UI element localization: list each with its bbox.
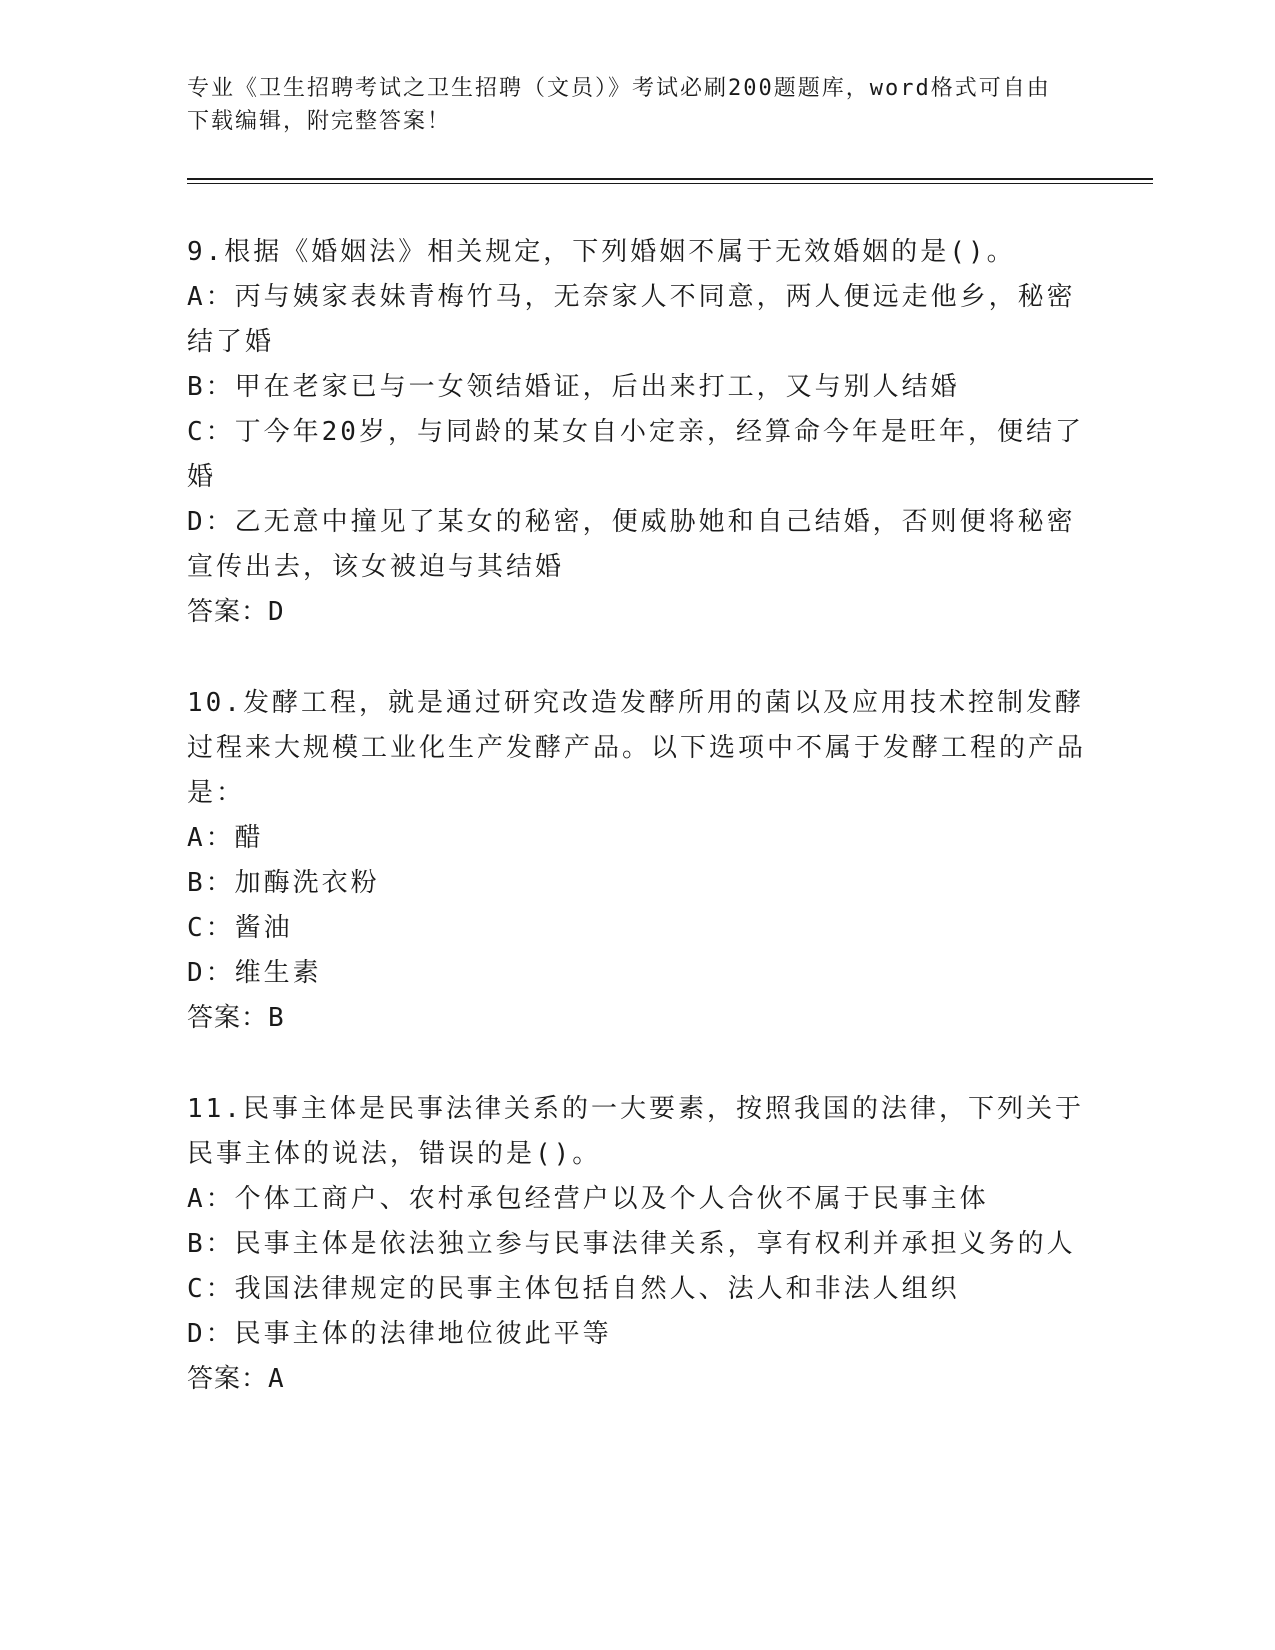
option-d: D：乙无意中撞见了某女的秘密，便威胁她和自己结婚，否则便将秘密宣传出去，该女被迫与其结婚 [187, 507, 1076, 582]
option-d: D：维生素 [187, 958, 322, 988]
answer-line [187, 996, 1087, 1041]
question-9 [187, 230, 1087, 635]
answer-value: D [268, 597, 285, 627]
question-text: 9.根据《婚姻法》相关规定，下列婚姻不属于无效婚姻的是()。 [187, 237, 1016, 267]
answer-line [187, 590, 1087, 635]
option-c: C：我国法律规定的民事主体包括自然人、法人和非法人组织 [187, 1274, 960, 1304]
option-b: B：民事主体是依法独立参与民事法律关系，享有权利并承担义务的人 [187, 1229, 1076, 1259]
option-b: B：甲在老家已与一女领结婚证，后出来打工，又与别人结婚 [187, 372, 960, 402]
option-a: A：个体工商户、农村承包经营户以及个人合伙不属于民事主体 [187, 1184, 989, 1214]
option-d: D：民事主体的法律地位彼此平等 [187, 1319, 612, 1349]
question-text: 10.发酵工程，就是通过研究改造发酵所用的菌以及应用技术控制发酵过程来大规模工业化生产发酵产品。以下选项中不属于发酵工程的产品是： [187, 688, 1087, 808]
option-a: A：醋 [187, 823, 264, 853]
option-a: A：丙与姨家表妹青梅竹马，无奈家人不同意，两人便远走他乡，秘密结了婚 [187, 282, 1076, 357]
header-divider [187, 178, 1153, 184]
document-header: 专业《卫生招聘考试之卫生招聘（文员）》考试必刷200题题库，word格式可自由下载编辑，附完整答案！ [187, 76, 1051, 134]
option-b: B：加酶洗衣粉 [187, 868, 380, 898]
answer-label: 答案： [187, 1364, 269, 1394]
question-text: 11.民事主体是民事法律关系的一大要素，按照我国的法律，下列关于民事主体的说法，错误的是()。 [187, 1094, 1084, 1169]
option-c: C：丁今年20岁，与同龄的某女自小定亲，经算命今年是旺年，便结了婚 [187, 417, 1084, 492]
option-c: C：酱油 [187, 913, 293, 943]
answer-line [187, 1357, 1087, 1402]
answer-value: A [268, 1364, 285, 1394]
question-list [187, 230, 1087, 1448]
answer-label: 答案： [187, 1003, 269, 1033]
answer-label: 答案： [187, 597, 269, 627]
question-11 [187, 1087, 1087, 1402]
question-10 [187, 681, 1087, 1041]
answer-value: B [268, 1003, 285, 1033]
